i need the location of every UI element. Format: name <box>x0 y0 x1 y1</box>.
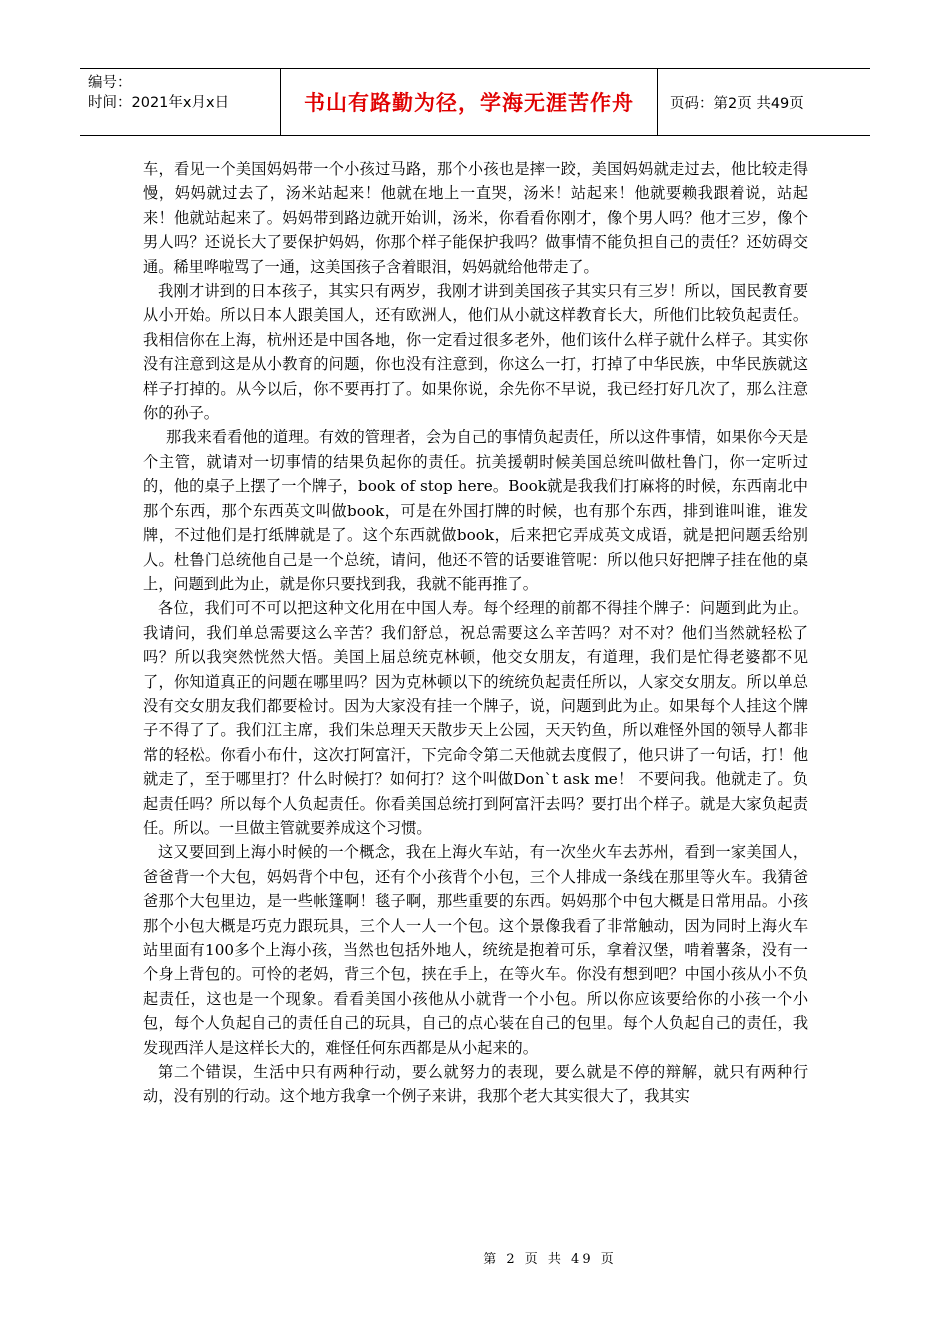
header-meta <box>80 69 280 135</box>
serial-label: 编号： <box>88 75 132 91</box>
footer-page-number: 第 2 页 共 49 页 <box>483 1252 617 1267</box>
body-text <box>143 157 808 1109</box>
paragraph: 我刚才讲到的日本孩子，其实只有两岁，我刚才讲到美国孩子其实只有三岁！所以，国民教育要从小开始。所以日本人跟美国人，还有欧洲人，他们从小就这样教育长大，所他们比较负起责任。我相信你在上海，杭州还是中国各地，你一定看过很多老外，他们该什么样子就什么样子。其实你没有注意到这是从小教育的问题，你也没有注意到，你这么一打，打掉了中华民族，中华民族就这样子打掉的。从今以后，你不要再打了。如果你说，余先你不早说，我已经打好几次了，那么注意你的孙子。 <box>143 282 808 423</box>
page-info: 页码：第2页 共49页 <box>670 95 804 112</box>
motto-text: 书山有路勤为径，学海无涯苦作舟 <box>304 91 634 115</box>
paragraph: 各位，我们可不可以把这种文化用在中国人寿。每个经理的前都不得挂个牌子：问题到此为止。我请问，我们单总需要这么辛苦？我们舒总，祝总需要这么辛苦吗？对不对？他们当然就轻松了吗？所以我突然恍然大悟。美国上届总统克林顿，他交女朋友，有道理，我们是忙得老婆都不见了，你知道真正的问题在哪里吗？因为克林顿以下的统统负起责任所以，人家交女朋友。所以单总没有交女朋友我们都要检讨。因为大家没有挂一个牌子，说，问题到此为止。如果每个人挂这个牌子不得了了。我们江主席，我们朱总理天天散步天上公园，天天钓鱼，所以难怪外国的领导人都非常的轻松。你看小布什，这次打阿富汗，下完命令第二天他就去度假了，他只讲了一句话，打！他就走了，至于哪里打？什么时候打？如何打？这个叫做Don`t ask me！ 不要问我。他就走了。负起责任吗？所以每个人负起责任。你看美国总统打到阿富汗去吗？要打出个样子。就是大家负起责任。所以。一旦做主管就要养成这个习惯。 <box>143 599 808 837</box>
page-header <box>80 68 870 136</box>
date-line: 时间：2021年x月x日 <box>88 95 230 111</box>
header-motto-cell <box>280 69 658 135</box>
header-page-info-cell <box>658 69 870 135</box>
paragraph: 这又要回到上海小时候的一个概念，我在上海火车站，有一次坐火车去苏州，看到一家美国人，爸爸背一个大包，妈妈背个中包，还有个小孩背个小包，三个人排成一条线在那里等火车。我猜爸爸那个大包里边，是一些帐篷啊！毯子啊，那些重要的东西。妈妈那个中包大概是日常用品。小孩那个小包大概是巧克力跟玩具，三个人一人一个包。这个景像我看了非常触动，因为同时上海火车站里面有100多个上海小孩，当然也包括外地人，统统是抱着可乐，拿着汉堡，啃着薯条，没有一个身上背包的。可怜的老妈，背三个包，挟在手上，在等火车。你没有想到吧？中国小孩从小不负起责任，这也是一个现象。看看美国小孩他从小就背一个小包。所以你应该要给你的小孩一个小包，每个人负起自己的责任自己的玩具，自己的点心装在自己的包里。每个人负起自己的责任，我发现西洋人是这样长大的，难怪任何东西都是从小起来的。 <box>143 843 808 1057</box>
paragraph: 第二个错误，生活中只有两种行动，要么就努力的表现，要么就是不停的辩解，就只有两种行动，没有别的行动。这个地方我拿一个例子来讲，我那个老大其实很大了，我其实 <box>143 1063 808 1106</box>
paragraph: 那我来看看他的道理。有效的管理者，会为自己的事情负起责任，所以这件事情，如果你今天是个主管，就请对一切事情的结果负起你的责任。抗美援朝时候美国总统叫做杜鲁门，你一定听过的，他的桌子上摆了一个牌子，book of stop here。Book就是我我们打麻将的时候，东西南北中那个东西，那个东西英文叫做book，可是在外国打牌的时候，也有那个东西，排到谁叫谁，谁发牌，不过他们是打纸牌就是了。这个东西就做book，后来把它弄成英文成语，就是把问题丢给别人。杜鲁门总统他自己是一个总统，请问，他还不管的话要谁管呢：所以他只好把牌子挂在他的桌上，问题到此为止，就是你只要找到我，我就不能再推了。 <box>143 428 808 593</box>
paragraph: 车，看见一个美国妈妈带一个小孩过马路，那个小孩也是摔一跤，美国妈妈就走过去，他比较走得慢，妈妈就过去了，汤米站起来！他就在地上一直哭，汤米！站起来！他就要赖我跟着说，站起来！他就站起来了。妈妈带到路边就开始训，汤米，你看看你刚才，像个男人吗？他才三岁，像个男人吗？还说长大了要保护妈妈，你那个样子能保护我吗？做事情不能负担自己的责任？还妨碍交通。稀里哗啦骂了一通，这美国孩子含着眼泪，妈妈就给他带走了。 <box>143 160 808 276</box>
page-footer <box>0 1248 950 1267</box>
